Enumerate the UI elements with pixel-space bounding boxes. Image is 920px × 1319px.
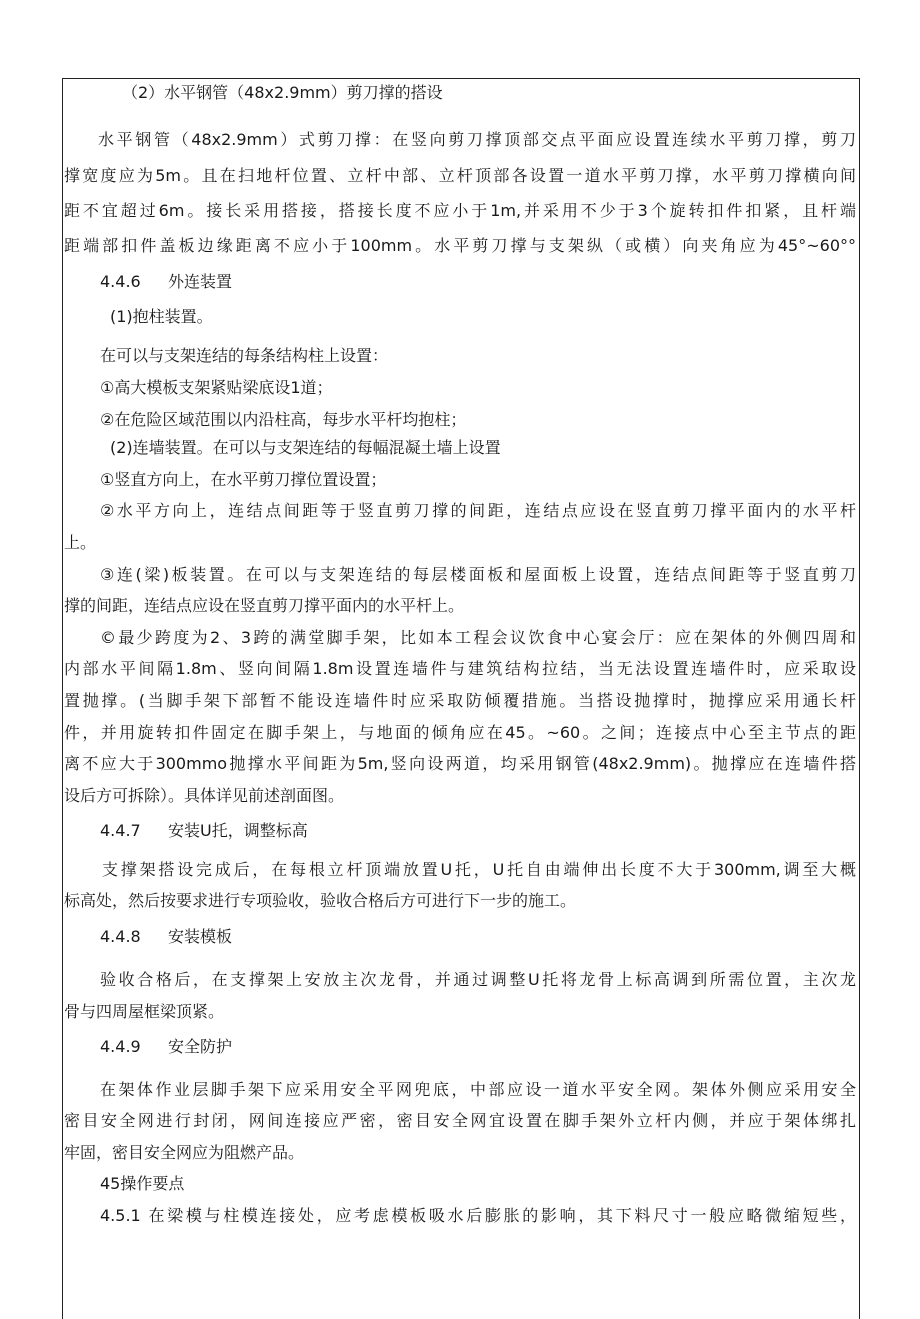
- paragraph-line: 4.5.1 在梁模与柱模连接处，应考虑模板吸水后膨胀的影响，其下料尺寸一般应略微缩短些，: [100, 1206, 856, 1225]
- paragraph-line: 距不宜超过6m。接长采用搭接，搭接长度不应小于1m,并采用不少于3个旋转扣件扣紧，且杆端: [64, 201, 856, 220]
- paragraph-line: 置抛撑。(当脚手架下部暂不能设连墙件时应采取防倾覆措施。当搭设抛撑时，抛撑应采用通长杆: [64, 691, 856, 710]
- paragraph-line: 骨与四周屋框梁顶紧。: [64, 1002, 225, 1021]
- section-number: 4.4.6: [100, 272, 141, 291]
- section-heading-448: [100, 926, 232, 948]
- section-title: 安装模板: [168, 927, 233, 946]
- paragraph-line: ②水平方向上，连结点间距等于竖直剪刀撑的间距，连结点应设在竖直剪刀撑平面内的水平杆: [100, 501, 856, 520]
- section-heading-45: 45操作要点: [100, 1174, 185, 1193]
- section-title: 安装U托，调整标高: [168, 821, 308, 840]
- paragraph-line: 内部水平间隔1.8m、竖向间隔1.8m设置连墙件与建筑结构拉结，当无法设置连墙件时，应采取设: [64, 659, 856, 678]
- paragraph-line: 在架体作业层脚手架下应采用安全平网兜底，中部应设一道水平安全网。架体外侧应采用安全: [100, 1080, 856, 1099]
- paragraph-line: 支撑架搭设完成后，在每根立杆顶端放置U托，U托自由端伸出长度不大于300mm,调至大概: [102, 860, 856, 879]
- section-number: 4.4.9: [100, 1037, 141, 1056]
- paragraph-line: 件，并用旋转扣件固定在脚手架上，与地面的倾角应在45。~60。之间；连接点中心至主节点的距: [64, 723, 856, 742]
- paragraph-line: 距端部扣件盖板边缘距离不应小于100mm。水平剪刀撑与支架纵（或横）向夹角应为45°~60°°: [64, 236, 856, 255]
- section-number: 4.4.8: [100, 927, 141, 946]
- paragraph-line: ©最少跨度为2、3跨的满堂脚手架，比如本工程会议饮食中心宴会厅：应在架体的外侧四周和: [100, 628, 856, 647]
- paragraph-line: ③连(梁)板装置。在可以与支架连结的每层楼面板和屋面板上设置，连结点间距等于竖直剪刀: [100, 565, 856, 584]
- section-title: 外连装置: [168, 272, 233, 291]
- paragraph-line: 撑的间距，连结点应设在竖直剪刀撑平面内的水平杆上。: [64, 596, 465, 615]
- paragraph-line: 水平钢管（48x2.9mm）式剪刀撑：在竖向剪刀撑顶部交点平面应设置连续水平剪刀撑，剪刀: [98, 130, 856, 149]
- paragraph-line: (2)连墙装置。在可以与支架连结的每幅混凝土墙上设置: [110, 438, 501, 457]
- paragraph-line: 验收合格后，在支撑架上安放主次龙骨，并通过调整U托将龙骨上标高调到所需位置，主次龙: [100, 970, 856, 989]
- section-heading-449: [100, 1036, 232, 1058]
- subsection-heading: （2）水平钢管（48x2.9mm）剪刀撑的搭设: [122, 83, 443, 102]
- paragraph-line: 设后方可拆除）。具体详见前述剖面图。: [64, 786, 345, 805]
- section-number: 4.4.7: [100, 821, 141, 840]
- paragraph-line: 牢固，密目安全网应为阻燃产品。: [64, 1143, 305, 1162]
- paragraph-line: 在可以与支架连结的每条结构柱上设置：: [100, 346, 389, 365]
- section-heading-447: [100, 820, 308, 842]
- paragraph-line: ①竖直方向上，在水平剪刀撑位置设置；: [100, 470, 387, 489]
- paragraph-line: 密目安全网进行封闭，网间连接应严密，密目安全网宜设置在脚手架外立杆内侧，并应于架体绑扎: [64, 1111, 856, 1130]
- section-title: 安全防护: [168, 1037, 233, 1056]
- paragraph-line: 上。: [64, 533, 97, 552]
- paragraph-line: 撑宽度应为5m。且在扫地杆位置、立杆中部、立杆顶部各设置一道水平剪刀撑，水平剪刀撑横向间: [64, 166, 856, 185]
- paragraph-line: 离不应大于300mmo抛撑水平间距为5m,竖向设两道，均采用钢管(48x2.9mm)。抛撑应在连墙件搭: [64, 754, 856, 773]
- paragraph-line: (1)抱柱装置。: [110, 307, 213, 326]
- paragraph-line: ①高大模板支架紧贴梁底设1道；: [100, 378, 333, 397]
- paragraph-line: ②在危险区域范围以内沿柱高，每步水平杆均抱柱；: [100, 410, 467, 429]
- paragraph-line: 标高处，然后按要求进行专项验收，验收合格后方可进行下一步的施工。: [64, 891, 577, 910]
- section-heading-446: [100, 271, 232, 293]
